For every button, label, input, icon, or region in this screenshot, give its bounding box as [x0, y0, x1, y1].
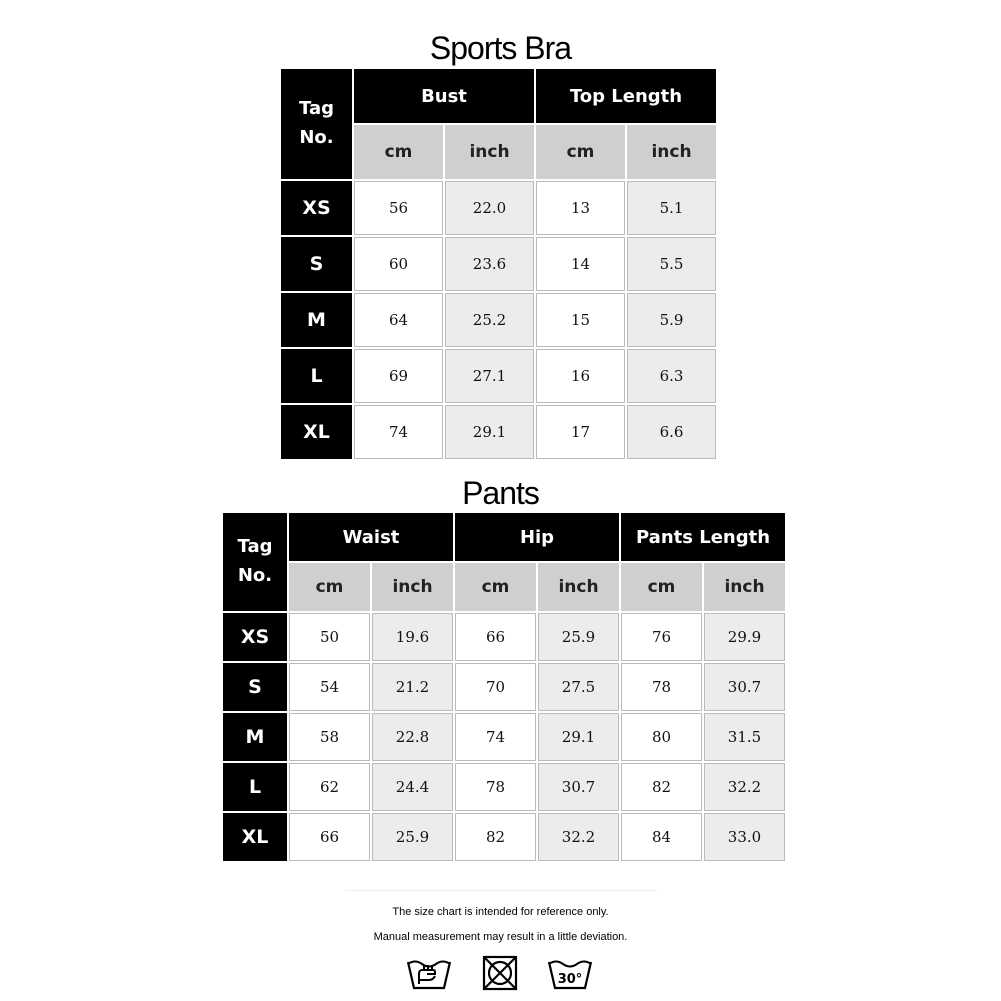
table-row — [223, 713, 785, 761]
pants-size-table — [221, 511, 787, 863]
tag-no-header: Tag No. — [223, 513, 287, 611]
table-row — [223, 763, 785, 811]
value-cell: 29.1 — [445, 405, 534, 459]
sports-bra-title: Sports Bra — [429, 30, 572, 66]
value-cell: 62 — [289, 763, 370, 811]
value-cell: 60 — [354, 237, 443, 291]
value-cell: 21.2 — [372, 663, 453, 711]
table-row — [281, 237, 716, 291]
hand-wash-icon — [405, 954, 453, 994]
value-cell: 69 — [354, 349, 443, 403]
value-cell: 25.9 — [372, 813, 453, 861]
value-cell: 78 — [455, 763, 536, 811]
value-cell: 14 — [536, 237, 625, 291]
waist-header: Waist — [289, 513, 453, 561]
value-cell: 29.9 — [704, 613, 785, 661]
unit-header: inch — [538, 563, 619, 611]
table-row — [281, 405, 716, 459]
value-cell: 66 — [289, 813, 370, 861]
value-cell: 5.1 — [627, 181, 716, 235]
value-cell: 22.0 — [445, 181, 534, 235]
value-cell: 33.0 — [704, 813, 785, 861]
do-not-tumble-dry-icon — [482, 955, 518, 991]
table-row — [281, 293, 716, 347]
table-row — [223, 613, 785, 661]
value-cell: 30.7 — [704, 663, 785, 711]
value-cell: 74 — [455, 713, 536, 761]
sports-bra-size-table — [279, 67, 718, 461]
divider — [345, 890, 657, 891]
value-cell: 13 — [536, 181, 625, 235]
value-cell: 82 — [455, 813, 536, 861]
unit-header: cm — [536, 125, 625, 179]
size-label: XL — [281, 405, 352, 459]
reference-note: The size chart is intended for reference only. — [392, 906, 609, 918]
value-cell: 84 — [621, 813, 702, 861]
unit-header: inch — [372, 563, 453, 611]
value-cell: 58 — [289, 713, 370, 761]
unit-header: cm — [354, 125, 443, 179]
value-cell: 50 — [289, 613, 370, 661]
size-label: L — [281, 349, 352, 403]
size-label: M — [223, 713, 287, 761]
table-row — [223, 813, 785, 861]
value-cell: 70 — [455, 663, 536, 711]
value-cell: 78 — [621, 663, 702, 711]
value-cell: 27.5 — [538, 663, 619, 711]
size-label: XL — [223, 813, 287, 861]
size-label: L — [223, 763, 287, 811]
value-cell: 25.9 — [538, 613, 619, 661]
value-cell: 24.4 — [372, 763, 453, 811]
tag-no-header: Tag No. — [281, 69, 352, 179]
wash-temperature-label: 30° — [557, 972, 583, 987]
value-cell: 5.5 — [627, 237, 716, 291]
size-label: M — [281, 293, 352, 347]
value-cell: 56 — [354, 181, 443, 235]
value-cell: 30.7 — [538, 763, 619, 811]
value-cell: 17 — [536, 405, 625, 459]
value-cell: 19.6 — [372, 613, 453, 661]
unit-header: inch — [704, 563, 785, 611]
value-cell: 29.1 — [538, 713, 619, 761]
table-row — [223, 663, 785, 711]
value-cell: 80 — [621, 713, 702, 761]
value-cell: 15 — [536, 293, 625, 347]
table-row — [281, 349, 716, 403]
value-cell: 5.9 — [627, 293, 716, 347]
deviation-note: Manual measurement may result in a little deviation. — [373, 931, 628, 943]
value-cell: 25.2 — [445, 293, 534, 347]
unit-header: cm — [289, 563, 370, 611]
value-cell: 22.8 — [372, 713, 453, 761]
value-cell: 54 — [289, 663, 370, 711]
bust-header: Bust — [354, 69, 534, 123]
unit-header: inch — [445, 125, 534, 179]
size-label: S — [223, 663, 287, 711]
hip-header: Hip — [455, 513, 619, 561]
table-row — [281, 181, 716, 235]
value-cell: 27.1 — [445, 349, 534, 403]
value-cell: 74 — [354, 405, 443, 459]
value-cell: 16 — [536, 349, 625, 403]
value-cell: 66 — [455, 613, 536, 661]
value-cell: 32.2 — [704, 763, 785, 811]
value-cell: 82 — [621, 763, 702, 811]
value-cell: 76 — [621, 613, 702, 661]
value-cell: 32.2 — [538, 813, 619, 861]
value-cell: 6.3 — [627, 349, 716, 403]
machine-wash-30-icon — [546, 954, 594, 994]
unit-header: inch — [627, 125, 716, 179]
value-cell: 64 — [354, 293, 443, 347]
size-label: XS — [223, 613, 287, 661]
unit-header: cm — [621, 563, 702, 611]
size-label: XS — [281, 181, 352, 235]
value-cell: 31.5 — [704, 713, 785, 761]
top-length-header: Top Length — [536, 69, 716, 123]
value-cell: 6.6 — [627, 405, 716, 459]
pants-title: Pants — [462, 475, 539, 511]
size-label: S — [281, 237, 352, 291]
pants-length-header: Pants Length — [621, 513, 785, 561]
unit-header: cm — [455, 563, 536, 611]
value-cell: 23.6 — [445, 237, 534, 291]
